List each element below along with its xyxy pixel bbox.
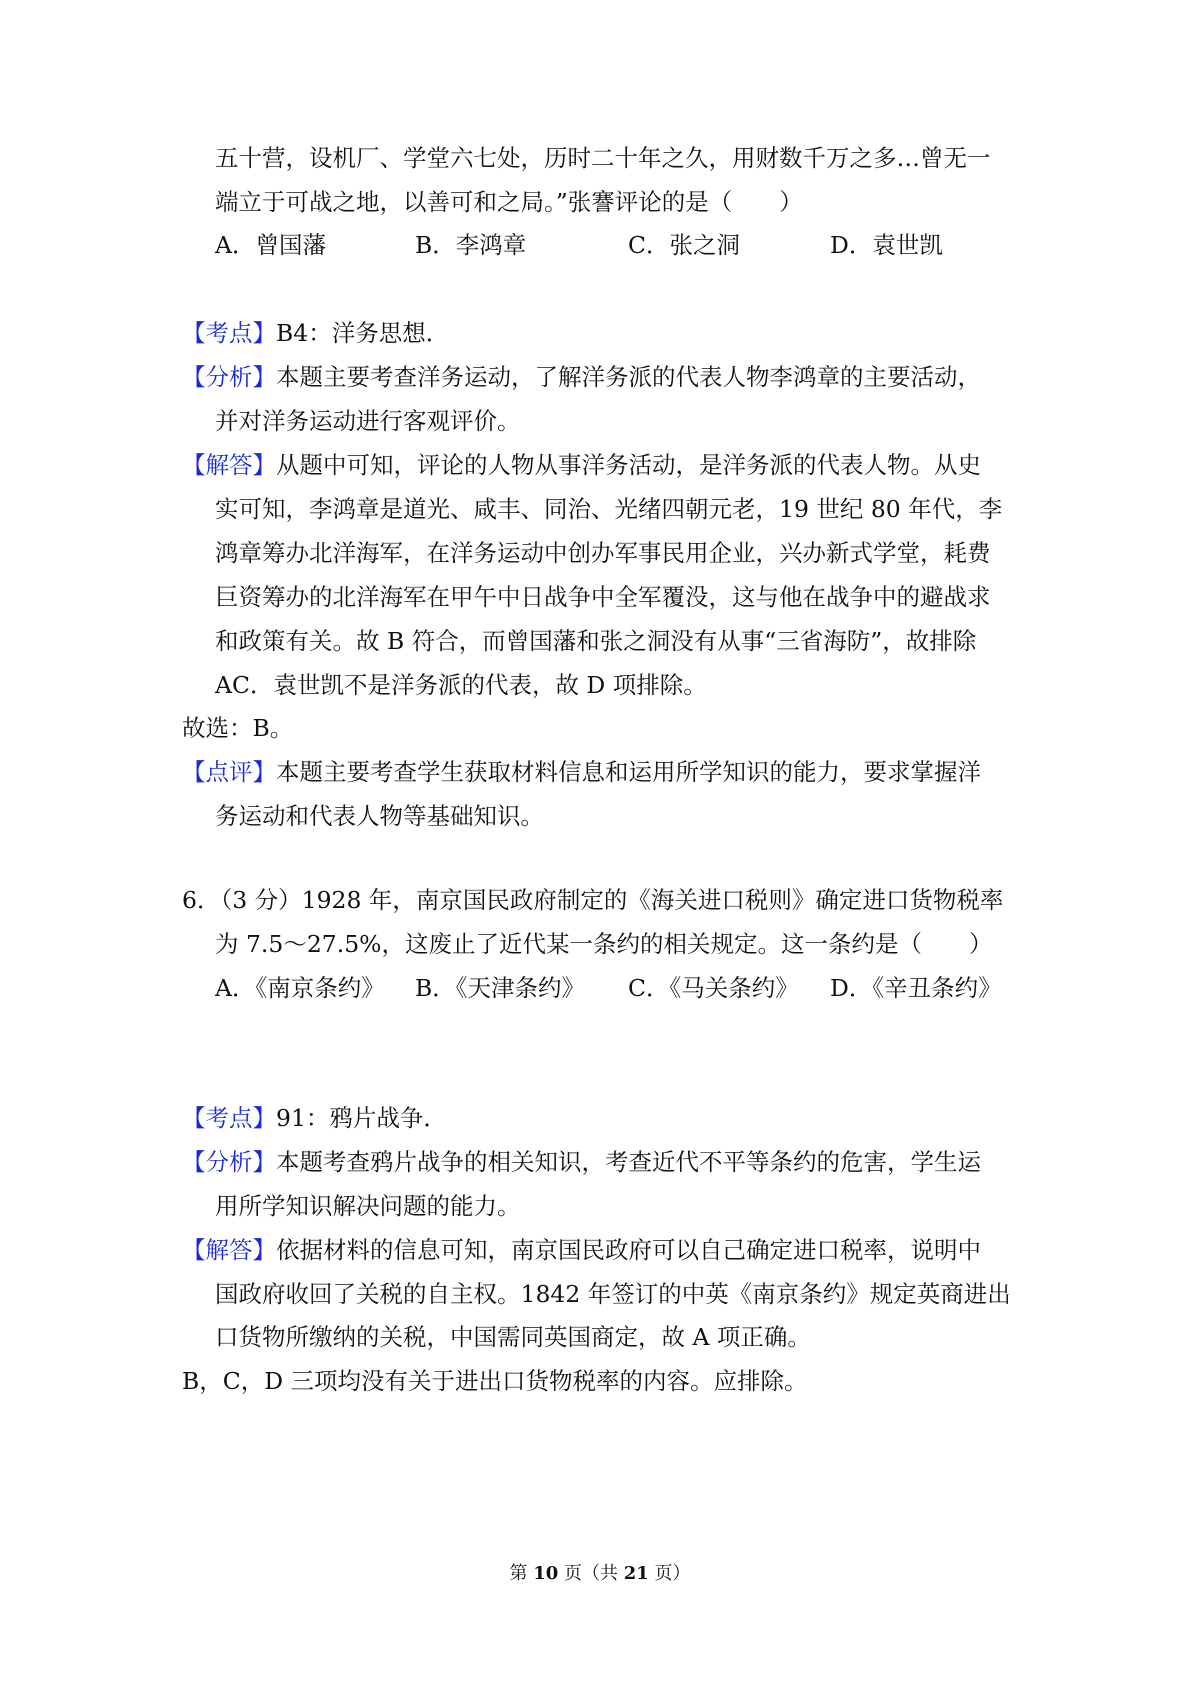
q6-jieda-line-2: 国政府收回了关税的自主权。1842 年签订的中英《南京条约》规定英商进出 [215, 1280, 1011, 1308]
fenxi-tag: 【分析】 [182, 363, 276, 391]
jieda-text: 依据材料的信息可知，南京国民政府可以自己确定进口税率，说明中 [276, 1236, 981, 1264]
q6-option-c: C．《马关条约》 [628, 974, 799, 1002]
dianping-text: 本题主要考查学生获取材料信息和运用所学知识的能力，要求掌握洋 [276, 758, 981, 786]
q5-dianping-line-1 [182, 757, 981, 787]
jieda-text: 从题中可知，评论的人物从事洋务活动，是洋务派的代表人物。从史 [276, 451, 981, 479]
dianping-tag: 【点评】 [182, 758, 276, 786]
kaodian-text: B4：洋务思想． [276, 319, 450, 347]
kaodian-text: 91：鸦片战争． [276, 1104, 447, 1132]
q6-fenxi-line-1 [182, 1147, 981, 1177]
q6-jieda-line-1 [182, 1235, 981, 1265]
q6-tail-line: B，C，D 三项均没有关于进出口货物税率的内容。应排除。 [182, 1367, 808, 1395]
q5-jieda-line-6: AC．袁世凯不是洋务派的代表，故 D 项排除。 [215, 671, 707, 699]
q5-jieda-line-2: 实可知，李鸿章是道光、咸丰、同治、光绪四朝元老，19 世纪 80 年代，李 [215, 495, 1003, 523]
q6-stem-line-2: 为 7.5～27.5%，这废止了近代某一条约的相关规定。这一条约是（ ） [215, 930, 993, 958]
kaodian-tag: 【考点】 [182, 319, 276, 347]
q6-option-b: B．《天津条约》 [415, 974, 586, 1002]
q6-stem-line-1: 6．（3 分）1928 年，南京国民政府制定的《海关进口税则》确定进口货物税率 [182, 886, 1004, 914]
q5-jieda-line-5: 和政策有关。故 B 符合，而曾国藩和张之洞没有从事“三省海防”，故排除 [215, 627, 977, 655]
q5-jieda-line-3: 鸿章筹办北洋海军，在洋务运动中创办军事民用企业，兴办新式学堂，耗费 [215, 539, 991, 567]
q5-kaodian [182, 318, 449, 348]
q5-stem-line-2: 端立于可战之地，以善可和之局。”张謇评论的是（ ） [215, 188, 803, 216]
footer-prefix: 第 [509, 1563, 534, 1584]
q5-option-a: A．曾国藩 [215, 231, 326, 259]
fenxi-text: 本题主要考查洋务运动，了解洋务派的代表人物李鸿章的主要活动， [276, 363, 981, 391]
jieda-tag: 【解答】 [182, 1236, 276, 1264]
fenxi-text: 本题考查鸦片战争的相关知识，考查近代不平等条约的危害，学生运 [276, 1148, 981, 1176]
fenxi-tag: 【分析】 [182, 1148, 276, 1176]
q5-dianping-line-2: 务运动和代表人物等基础知识。 [215, 802, 544, 830]
q5-jieda-line-4: 巨资筹办的北洋海军在甲午中日战争中全军覆没，这与他在战争中的避战求 [215, 583, 991, 611]
q6-kaodian [182, 1103, 447, 1133]
q6-option-a: A．《南京条约》 [215, 974, 385, 1002]
kaodian-tag: 【考点】 [182, 1104, 276, 1132]
q5-stem-line-1: 五十营，设机厂、学堂六七处，历时二十年之久，用财数千万之多…曾无一 [215, 144, 991, 172]
q5-jieda-line-1 [182, 450, 981, 480]
q5-option-c: C．张之洞 [628, 231, 740, 259]
q5-option-b: B．李鸿章 [415, 231, 527, 259]
total-page-number: 21 [623, 1563, 649, 1584]
q5-option-d: D．袁世凯 [830, 231, 943, 259]
q5-fenxi-line-2: 并对洋务运动进行客观评价。 [215, 407, 521, 435]
page-footer [0, 1562, 1200, 1586]
footer-suffix: 页） [648, 1563, 691, 1584]
current-page-number: 10 [533, 1563, 559, 1584]
jieda-tag: 【解答】 [182, 451, 276, 479]
q6-fenxi-line-2: 用所学知识解决问题的能力。 [215, 1192, 521, 1220]
q6-jieda-line-3: 口货物所缴纳的关税，中国需同英国商定，故 A 项正确。 [215, 1323, 811, 1351]
footer-mid: 页（共 [558, 1563, 624, 1584]
q6-option-d: D．《辛丑条约》 [830, 974, 1002, 1002]
q5-fenxi-line-1 [182, 362, 981, 392]
q5-answer: 故选：B。 [182, 714, 294, 742]
